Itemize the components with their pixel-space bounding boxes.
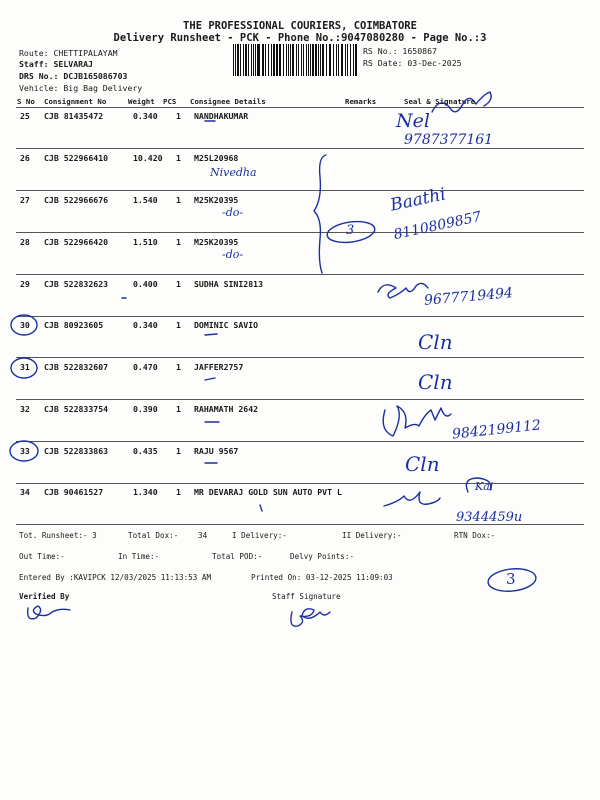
- handwritten-name-26: Nivedha: [210, 166, 257, 179]
- row-sno: 27: [20, 195, 30, 205]
- header-divider: [16, 107, 584, 108]
- row-consignee: SUDHA SINI2813: [194, 279, 264, 289]
- vehicle-label: Vehicle: Big Bag Delivery: [19, 83, 143, 93]
- row-sno: 31: [20, 362, 30, 372]
- row-sno: 34: [20, 487, 30, 497]
- row-weight: 1.540: [133, 195, 158, 205]
- row-sno: 25: [20, 111, 30, 121]
- entered-by: Entered By :KAVIPCK 12/03/2025 11:13:53 AM: [19, 573, 212, 582]
- row-pcs: 1: [176, 237, 181, 247]
- row-consignment: CJB 522832623: [44, 279, 109, 289]
- page-circle-number: 3: [506, 570, 516, 588]
- total-dox-label: Total Dox:-: [128, 531, 179, 540]
- handwritten-phone-27: 8110809857: [392, 208, 483, 244]
- row-consignment: CJB 81435472: [44, 111, 104, 121]
- handwritten-cln-33: Cln: [405, 452, 440, 476]
- out-time: Out Time:-: [19, 552, 65, 561]
- row-consignment: CJB 90461527: [44, 487, 104, 497]
- printed-on: Printed On: 03-12-2025 11:09:03: [251, 573, 393, 582]
- col-seal-signature: Seal & Signature: [404, 97, 476, 106]
- handwritten-cln-30: Cln: [418, 330, 453, 354]
- row-consignee: RAHAMATH 2642: [194, 404, 259, 414]
- row-sno: 32: [20, 404, 30, 414]
- handwritten-phone-29: 9677719494: [423, 285, 514, 309]
- drs-label: DRS No.:: [19, 71, 64, 81]
- row-consignee: MR DEVARAJ GOLD SUN AUTO PVT L: [194, 487, 342, 497]
- route-label: Route: CHETTIPALAYAM: [19, 48, 118, 58]
- row-sno: 30: [20, 320, 30, 330]
- i-delivery: I Delivery:-: [232, 531, 287, 540]
- signature-34: [384, 492, 440, 506]
- row-divider: [16, 357, 584, 358]
- company-title: THE PROFESSIONAL COURIERS, COIMBATORE: [183, 20, 417, 32]
- row-weight: 0.470: [133, 362, 158, 372]
- col-remarks: Remarks: [345, 97, 377, 106]
- handwritten-do-27: -do-: [222, 206, 244, 219]
- handwritten-phone-25: 9787377161: [404, 132, 494, 148]
- handwritten-name-27: Baathi: [388, 184, 448, 216]
- row-weight: 1.340: [133, 487, 158, 497]
- row-pcs: 1: [176, 446, 181, 456]
- row-divider: [16, 316, 584, 317]
- row-consignee: JAFFER2757: [194, 362, 244, 372]
- row-pcs: 1: [176, 195, 181, 205]
- rs-number: RS No.: 1650867: [363, 46, 437, 56]
- handwritten-name-25: Nel: [396, 110, 430, 132]
- signature-32: [383, 406, 451, 436]
- col-pcs: PCS: [163, 97, 177, 106]
- dash-30: [205, 334, 217, 335]
- handwritten-cln-31: Cln: [418, 370, 453, 394]
- row-consignment: CJB 522966676: [44, 195, 109, 205]
- row-sno: 26: [20, 153, 30, 163]
- dash-34: [260, 505, 262, 511]
- row-consignment: CJB 80923605: [44, 320, 104, 330]
- row-consignee: M25K20395: [194, 195, 239, 205]
- bracket-count: 3: [346, 223, 355, 238]
- row-pcs: 1: [176, 320, 181, 330]
- ii-delivery: II Delivery:-: [342, 531, 402, 540]
- handwritten-phone-32: 9842199112: [451, 417, 542, 443]
- drs-number: [19, 71, 127, 81]
- handwritten-do-28: -do-: [222, 248, 244, 261]
- row-divider: [16, 483, 584, 484]
- row-pcs: 1: [176, 111, 181, 121]
- row-consignee: RAJU 9567: [194, 446, 239, 456]
- staff-signature-mark: [291, 609, 330, 626]
- rs-date: RS Date: 03-Dec-2025: [363, 58, 462, 68]
- col-weight: Weight: [128, 97, 155, 106]
- brace-26-28: [314, 155, 326, 273]
- row-weight: 0.400: [133, 279, 158, 289]
- row-weight: 10.420: [133, 153, 163, 163]
- row-pcs: 1: [176, 279, 181, 289]
- row-weight: 1.510: [133, 237, 158, 247]
- row-consignment: CJB 522832607: [44, 362, 109, 372]
- col-sno: S No: [17, 97, 35, 106]
- row-sno: 33: [20, 446, 30, 456]
- row-consignee: M25L20968: [194, 153, 239, 163]
- total-dox-value: 34: [198, 531, 208, 540]
- runsheet-title: Delivery Runsheet - PCK - Phone No.:9047080280 - Page No.:3: [113, 32, 487, 44]
- barcode-image: [232, 44, 360, 76]
- row-weight: 0.435: [133, 446, 158, 456]
- row-sno: 28: [20, 237, 30, 247]
- total-pod: Total POD:-: [212, 552, 263, 561]
- row-consignment: CJB 522833863: [44, 446, 109, 456]
- row-consignment: CJB 522966410: [44, 153, 109, 163]
- row-pcs: 1: [176, 404, 181, 414]
- row-consignee: DOMINIC SAVIO: [194, 320, 259, 330]
- dash-31: [205, 378, 215, 380]
- row-pcs: 1: [176, 153, 181, 163]
- handwritten-seal-34: Kai: [475, 480, 494, 493]
- row-weight: 0.390: [133, 404, 158, 414]
- in-time: In Time:-: [118, 552, 160, 561]
- tot-runsheet: Tot. Runsheet:- 3: [19, 531, 97, 540]
- row-divider: [16, 274, 584, 275]
- row-sno: 29: [20, 279, 30, 289]
- verified-by: Verified By: [19, 592, 70, 601]
- col-consignee: Consignee Details: [190, 97, 266, 106]
- staff-label: Staff: SELVARAJ: [19, 59, 93, 69]
- delvy-points: Delvy Points:-: [290, 552, 355, 561]
- rtn-dox: RTN Dox:-: [454, 531, 496, 540]
- drs-value: DCJB165086703: [63, 71, 128, 81]
- row-consignment: CJB 522966420: [44, 237, 109, 247]
- row-consignment: CJB 522833754: [44, 404, 109, 414]
- verified-signature: [28, 606, 70, 619]
- row-divider: [16, 441, 584, 442]
- row-weight: 0.340: [133, 320, 158, 330]
- row-divider: [16, 399, 584, 400]
- staff-signature: Staff Signature: [272, 592, 341, 601]
- handwritten-phone-34: 9344459u: [456, 510, 523, 525]
- signature-29: [378, 283, 428, 298]
- row-divider: [16, 148, 584, 149]
- row-consignee: M25K20395: [194, 237, 239, 247]
- row-divider: [16, 190, 584, 191]
- row-consignee: NANDHAKUMAR: [194, 111, 249, 121]
- col-consignment: Consignment No: [44, 97, 107, 106]
- row-weight: 0.340: [133, 111, 158, 121]
- row-divider: [16, 232, 584, 233]
- row-pcs: 1: [176, 487, 181, 497]
- row-pcs: 1: [176, 362, 181, 372]
